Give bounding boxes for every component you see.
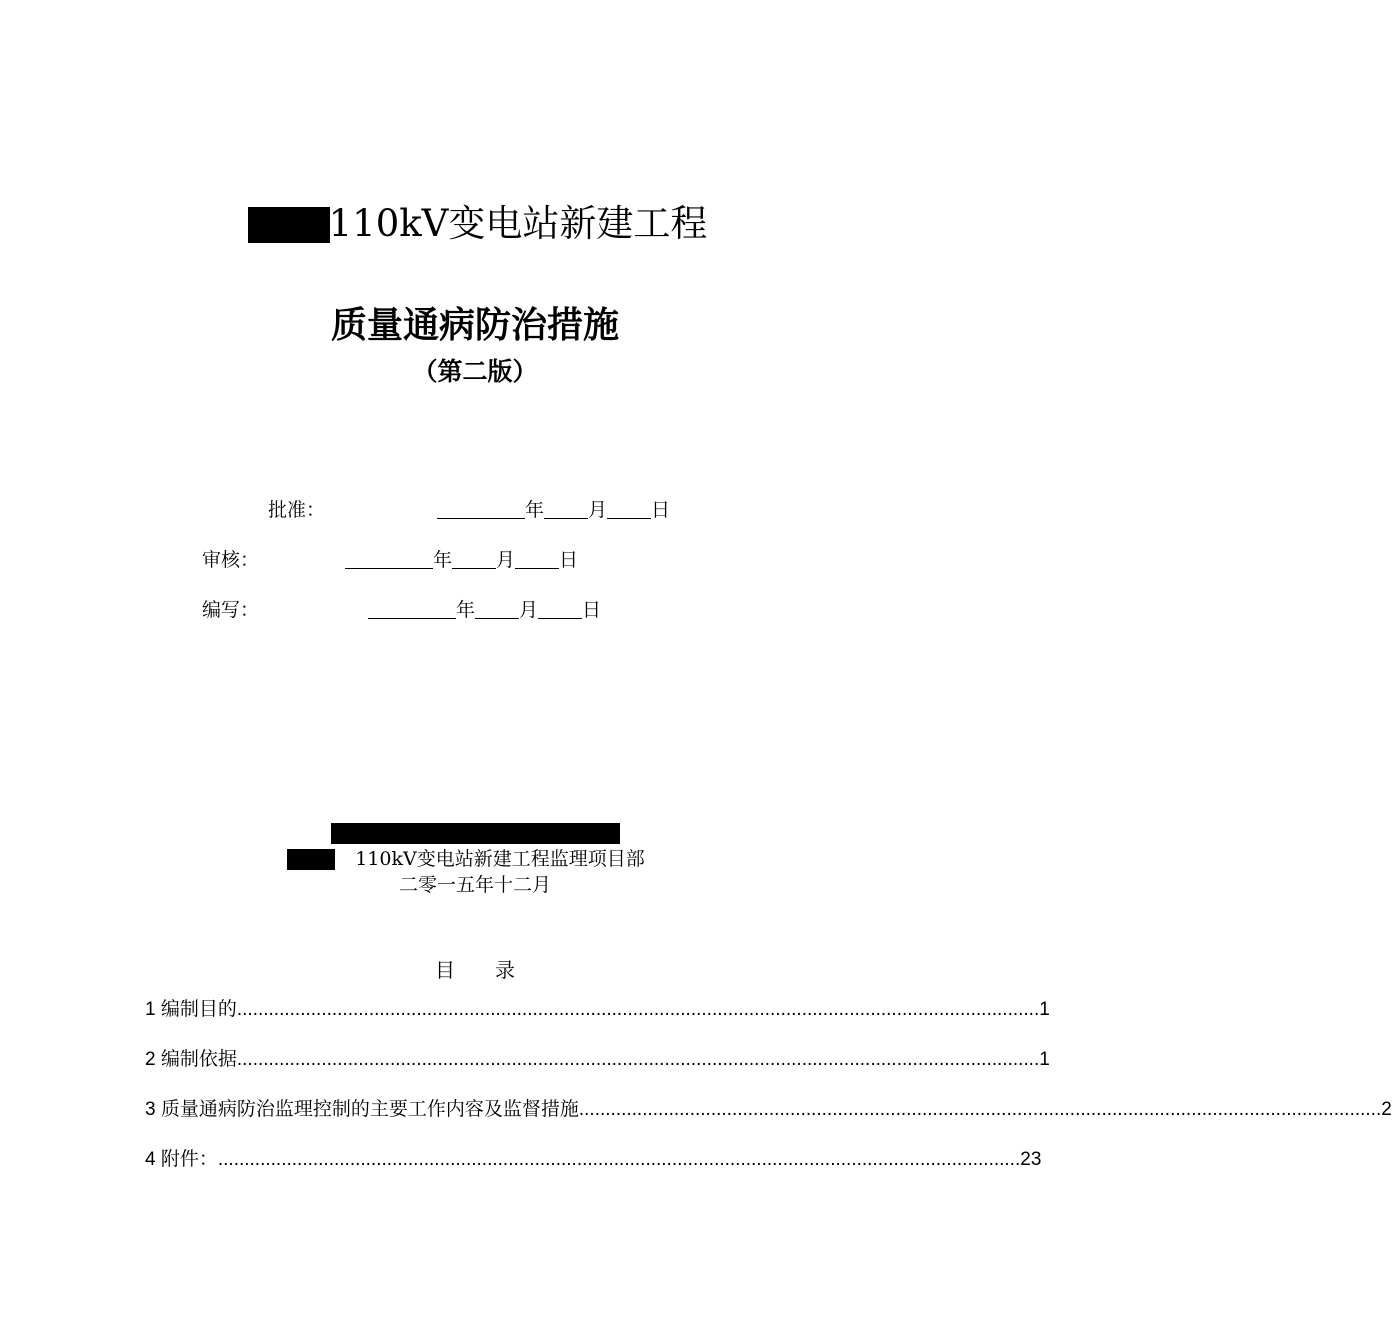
month-blank — [452, 548, 496, 569]
toc-entry[interactable]: 3 质量通病防治监理控制的主要工作内容及监督措施 ........................................................................................................................................................ 2 — [145, 1097, 806, 1123]
day-blank — [538, 598, 582, 619]
year-blank — [345, 548, 433, 569]
toc-leader: ........................................................................................................................................................ — [236, 999, 1040, 1020]
month-blank — [475, 598, 519, 619]
day-blank — [607, 498, 651, 519]
signoff-approve-date: 年 月 日 — [437, 496, 670, 524]
issuer-department: 110kV变电站新建工程监理项目部 — [355, 848, 645, 870]
toc-leader: ........................................................................................................................................................ — [217, 1149, 1021, 1170]
signoff-author — [202, 596, 259, 624]
signoff-label: 批准： — [268, 499, 326, 521]
year-blank — [368, 598, 456, 619]
redacted-company-name — [331, 823, 620, 844]
toc-leader: ........................................................................................................................................................ — [578, 1099, 1382, 1120]
day-blank — [515, 548, 559, 569]
toc-entry[interactable]: 1 编制目的 ........................................................................................................................................................ 1 — [145, 997, 806, 1023]
signoff-review — [202, 546, 259, 574]
signoff-label: 审核： — [202, 549, 260, 571]
issuer-date: 二零一五年十二月 — [398, 874, 551, 896]
signoff-review-date: 年 月 日 — [345, 546, 578, 574]
month-blank — [544, 498, 588, 519]
signoff-label: 编写： — [202, 599, 260, 621]
toc-leader: ........................................................................................................................................................ — [236, 1049, 1040, 1070]
cover-title-subject: 质量通病防治措施 — [330, 304, 619, 346]
toc-heading: 目录 — [435, 958, 555, 982]
cover-edition: （第二版） — [412, 357, 538, 386]
signoff-author-date: 年 月 日 — [368, 596, 601, 624]
signoff-approve — [268, 496, 325, 524]
year-blank — [437, 498, 525, 519]
toc-entry[interactable]: 2 编制依据 ........................................................................................................................................................ 1 — [145, 1047, 806, 1073]
toc-entry[interactable]: 4 附件： ........................................................................................................................................................ 23 — [145, 1147, 806, 1173]
cover-title-project: 110kV变电站新建工程 — [328, 202, 708, 245]
